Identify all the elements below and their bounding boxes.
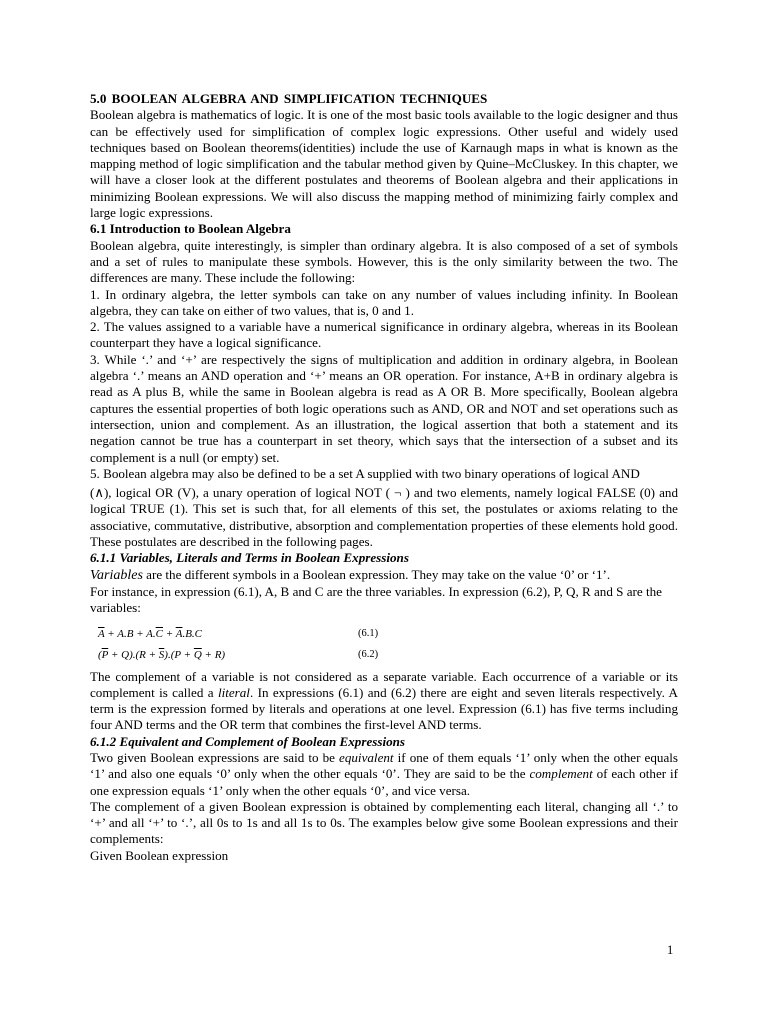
- equation-6-1-number: (6.1): [358, 627, 379, 639]
- given-expression-label: Given Boolean expression: [90, 847, 229, 863]
- list-item-2: 2. The values assigned to a variable have a numerical significance in ordinary algebra, whereas in its Boolean counterpart they have a logical significance.: [90, 319, 678, 351]
- variables-paragraph: [90, 567, 678, 584]
- chapter-heading: 5.0 BOOLEAN ALGEBRA AND SIMPLIFICATION TECHNIQUES: [90, 91, 488, 106]
- equation-6-1-expression: $\overline{A} + A.B + A.\overline{C} + \overline{A}.B.C$: [98, 627, 203, 640]
- complement-term: complement: [529, 766, 593, 782]
- list-item-5: 5. Boolean algebra may also be defined to be a set A supplied with two binary operations of logical AND: [90, 465, 640, 481]
- section-6-1-1-title: 6.1.1 Variables, Literals and Terms in Boolean Expressions: [90, 550, 409, 566]
- variables-definition: are the different symbols in a Boolean expression. They may take on the value ‘0’ or ‘1’.: [142, 566, 611, 582]
- equation-6-2-number: (6.2): [358, 648, 379, 660]
- list-item-5-continued: (∧), logical OR (V), a unary operation of logical NOT ( ¬ ) and two elements, namely logical FALSE (0) and logical TRUE (1). This set is such that, for all elements of this set, the postulates or axioms relating to the associative, commutative, distributive, absorption and complementation properties of these elements hold good. These postulates are described in the following pages.: [90, 485, 678, 550]
- document-page: [90, 91, 678, 864]
- equation-block: [90, 623, 678, 665]
- section-6-1-title: 6.1 Introduction to Boolean Algebra: [90, 221, 291, 237]
- list-item-1: 1. In ordinary algebra, the letter symbols can take on any number of values including infinity. In Boolean algebra, they can take on either of two values, that is, 0 and 1.: [90, 286, 678, 318]
- variables-term: Variables: [90, 567, 143, 583]
- equation-6-2-expression: $(\overline{P} + Q).(R + \overline{S}).(P + \overline{Q} + R)$: [98, 648, 226, 661]
- equivalence-text-2: if one of them equals ‘1’ only when the other equals ‘1’ and also one equals ‘0’ only when the other equals ‘0’. They are said to be the: [90, 749, 678, 782]
- equivalence-text-3: of each other if one expression equals ‘1’ only when the other equals ‘0’, and vice versa.: [90, 766, 678, 798]
- list-item-3: 3. While ‘.’ and ‘+’ are respectively the signs of multiplication and addition in ordinary algebra, in Boolean algebra ‘.’ means an AND operation and ‘+’ means an OR operation. For instance, A+B in ordinary algebra is read as A plus B, while the same in Boolean algebra is read as A OR B. More specifically, Boolean algebra captures the essential properties of both logic operations such as AND, OR and NOT and set operations such as intersection, union and complement. As an illustration, the logical assertion that both a statement and its negation cannot be true has a counterpart in set theory, which says that the intersection of a subset and its complement is a null (or empty) set.: [90, 351, 678, 465]
- equivalence-text-1: Two given Boolean expressions are said to be: [90, 749, 340, 765]
- complement-paragraph: The complement of a given Boolean expression is obtained by complementing each literal, changing all ‘.’ to ‘+’ and all ‘+’ to ‘.’, all 0s to 1s and all 1s to 0s. The examples below give some Boolean expressions and their complements:: [90, 798, 678, 847]
- equivalent-term: equivalent: [339, 749, 394, 765]
- page-number: 1: [667, 943, 674, 957]
- variables-instance: For instance, in expression (6.1), A, B and C are the three variables. In expression (6.2), P, Q, R and S are the variables:: [90, 583, 662, 616]
- literal-paragraph: [90, 669, 678, 734]
- intro-paragraph: Boolean algebra is mathematics of logic. It is one of the most basic tools available to the logic designer and thus can be effectively used for simplification of complex logic expressions. Other useful and widely used techniques based on Boolean theorems(identities) include the use of Karnaugh maps in what is known as the mapping method of logic simplification and the tabular method given by Quine–McCluskey. In this chapter, we will have a closer look at the different postulates and theorems of Boolean algebra and their applications in minimizing Boolean expressions. We will also discuss the mapping method of minimizing fairly complex and large logic expressions.: [90, 107, 678, 221]
- section-6-1-paragraph: Boolean algebra, quite interestingly, is simpler than ordinary algebra. It is also composed of a set of symbols and a set of rules to manipulate these symbols. However, this is the only similarity between the two. The differences are many. These include the following:: [90, 237, 678, 286]
- section-6-1-2-title: 6.1.2 Equivalent and Complement of Boolean Expressions: [90, 733, 406, 749]
- literal-term: literal: [217, 684, 250, 700]
- literal-paragraph-end: . In expressions (6.1) and (6.2) there are eight and seven literals respectively. A term is the expression formed by literals and operations at one level. Expression (6.1) has five terms including four AND terms and the OR term that combines the first-level AND terms.: [90, 684, 678, 733]
- equivalence-paragraph: [90, 750, 678, 799]
- literal-paragraph-start: The complement of a variable is not considered as a separate variable. Each occurrence of a variable or its complement is called a: [90, 668, 678, 700]
- equation-6-1: [90, 623, 678, 644]
- equation-6-2: [90, 644, 678, 665]
